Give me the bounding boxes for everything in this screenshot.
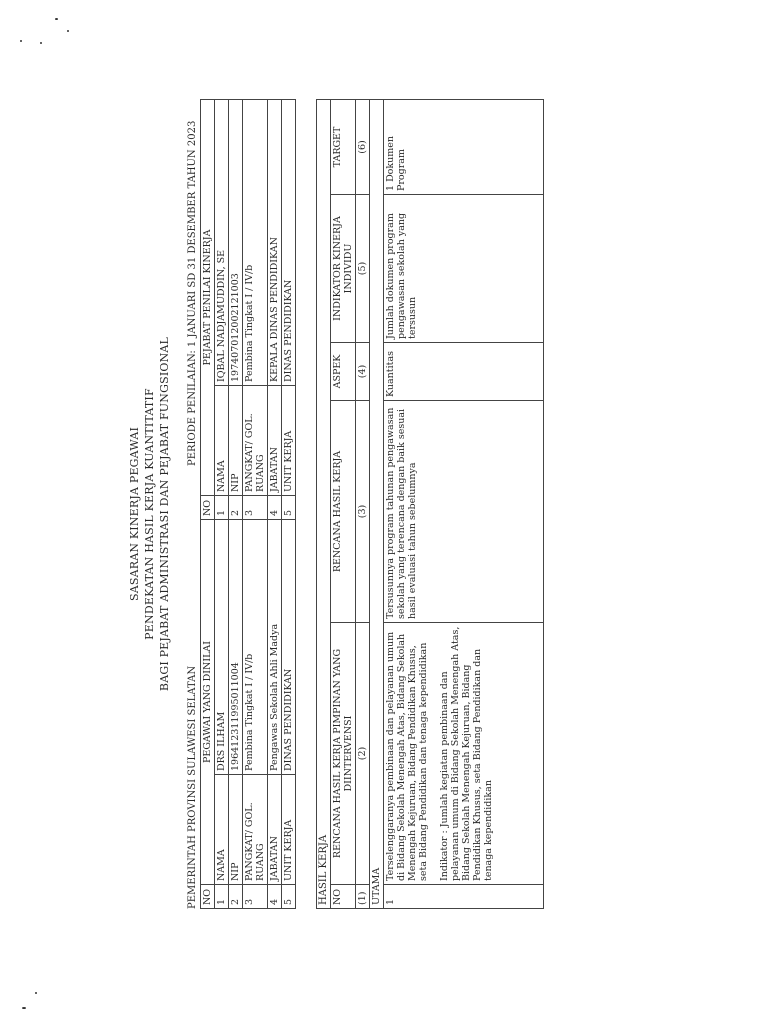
field-value: KEPALA DINAS PENDIDIKAN bbox=[268, 100, 282, 386]
leader-plan-cell bbox=[384, 623, 544, 885]
field-value: DRS ILHAM bbox=[215, 520, 229, 775]
field-label: UNIT KERJA bbox=[282, 386, 296, 496]
performance-indicator: Jumlah dokumen program pengawasan sekolah yang tersusun bbox=[384, 195, 544, 343]
col-number: (5) bbox=[356, 195, 370, 343]
row-no: 5 bbox=[282, 496, 296, 520]
identity-row bbox=[282, 100, 296, 909]
identity-row bbox=[268, 100, 282, 909]
column-number-row bbox=[356, 100, 370, 909]
row-no: 5 bbox=[282, 885, 296, 909]
group-label: UTAMA bbox=[370, 100, 384, 909]
col-number: (1) bbox=[356, 885, 370, 909]
section-label: HASIL KERJA bbox=[317, 100, 331, 909]
col-header: INDIKATOR KINERJA INDIVIDU bbox=[331, 195, 356, 343]
field-value: Pembina Tingkat I / IV/b bbox=[243, 100, 268, 386]
field-label: NIP bbox=[229, 386, 243, 496]
field-label: NAMA bbox=[215, 386, 229, 496]
work-results-table bbox=[316, 99, 544, 909]
col-header: ASPEK bbox=[331, 343, 356, 401]
col-number: (4) bbox=[356, 343, 370, 401]
field-label: NIP bbox=[229, 775, 243, 885]
work-plan: Tersusunnya program tahunan pengawasan sekolah yang terencana dengan baik sesuai hasil evaluasi tahun sebelumnya bbox=[384, 401, 544, 623]
field-value: 196412311995011004 bbox=[229, 520, 243, 775]
row-no: 2 bbox=[229, 496, 243, 520]
row-no: 4 bbox=[268, 496, 282, 520]
evaluator-header: PEJABAT PENILAI KINERJA bbox=[201, 100, 215, 496]
row-no: 1 bbox=[215, 496, 229, 520]
identity-row bbox=[243, 100, 268, 909]
field-label: JABATAN bbox=[268, 775, 282, 885]
identity-table bbox=[200, 99, 296, 909]
field-label: NAMA bbox=[215, 775, 229, 885]
col-number: (3) bbox=[356, 401, 370, 623]
org-name: PEMERINTAH PROVINSI SULAWESI SELATAN bbox=[187, 665, 198, 909]
field-value: 197407012002121003 bbox=[229, 100, 243, 386]
field-value: Pembina Tingkat I / IV/b bbox=[243, 520, 268, 775]
field-label: JABATAN bbox=[268, 386, 282, 496]
aspect: Kuantitas bbox=[384, 343, 544, 401]
row-no: 3 bbox=[243, 496, 268, 520]
col-header: RENCANA HASIL KERJA bbox=[331, 401, 356, 623]
identity-header-row bbox=[201, 100, 215, 909]
col-number: (6) bbox=[356, 100, 370, 195]
target: 1 Dokumen Program bbox=[384, 100, 544, 195]
col-number: (2) bbox=[356, 623, 370, 885]
field-value: DINAS PENDIDIKAN bbox=[282, 100, 296, 386]
section-row bbox=[317, 100, 331, 909]
work-result-row bbox=[384, 100, 544, 909]
row-no: 3 bbox=[243, 885, 268, 909]
field-label: PANGKAT/ GOL. RUANG bbox=[243, 386, 268, 496]
column-header-row bbox=[331, 100, 356, 909]
identity-row bbox=[229, 100, 243, 909]
row-no: 4 bbox=[268, 885, 282, 909]
doc-title-1: SASARAN KINERJA PEGAWAI bbox=[128, 426, 141, 602]
col-header: NO bbox=[331, 885, 356, 909]
field-label: PANGKAT/ GOL. RUANG bbox=[243, 775, 268, 885]
field-value: Pengawas Sekolah Ahli Madya bbox=[268, 520, 282, 775]
evaluated-employee-header: PEGAWAI YANG DINILAI bbox=[201, 520, 215, 885]
leader-plan-indicator: Indikator : Jumlah kegiatan pembinaan dan pelayanan umum di Bidang Sekolah Menengah Atas, Bidang Sekolah Menengah Kejuruan, Bidang Pendidikan Khusus, seta Bidang Pendidikan dan tenaga kependidikan bbox=[439, 626, 494, 881]
leader-plan-text: Terselenggaranya pembinaan dan pelayanan umum di Bidang Sekolah Menengah Atas, Bidang Sekolah Menengah Kejuruan, Bidang Pendidikan Khusus, seta Bidang Pendidikan dan tenaga kependidikan bbox=[385, 631, 429, 881]
group-row bbox=[370, 100, 384, 909]
field-label: UNIT KERJA bbox=[282, 775, 296, 885]
doc-title-3: BAGI PEJABAT ADMINISTRASI DAN PEJABAT FUNGSIONAL bbox=[158, 336, 171, 692]
period: PERIODE PENILAIAN: 1 JANUARI SD 31 DESEMBER TAHUN 2023 bbox=[187, 120, 198, 466]
doc-title-2: PENDEKATAN HASIL KERJA KUANTITATIF bbox=[143, 388, 156, 640]
row-no: 2 bbox=[229, 885, 243, 909]
row-no: 1 bbox=[215, 885, 229, 909]
row-no: 1 bbox=[384, 885, 544, 909]
field-value: DINAS PENDIDIKAN bbox=[282, 520, 296, 775]
spacer bbox=[429, 626, 439, 881]
field-value: IQBAL NADJAMUDDIN, SE bbox=[215, 100, 229, 386]
col-header: TARGET bbox=[331, 100, 356, 195]
no-header: NO bbox=[201, 496, 215, 520]
identity-row bbox=[215, 100, 229, 909]
no-header: NO bbox=[201, 885, 215, 909]
col-header: RENCANA HASIL KERJA PIMPINAN YANG DIINTERVENSI bbox=[331, 623, 356, 885]
